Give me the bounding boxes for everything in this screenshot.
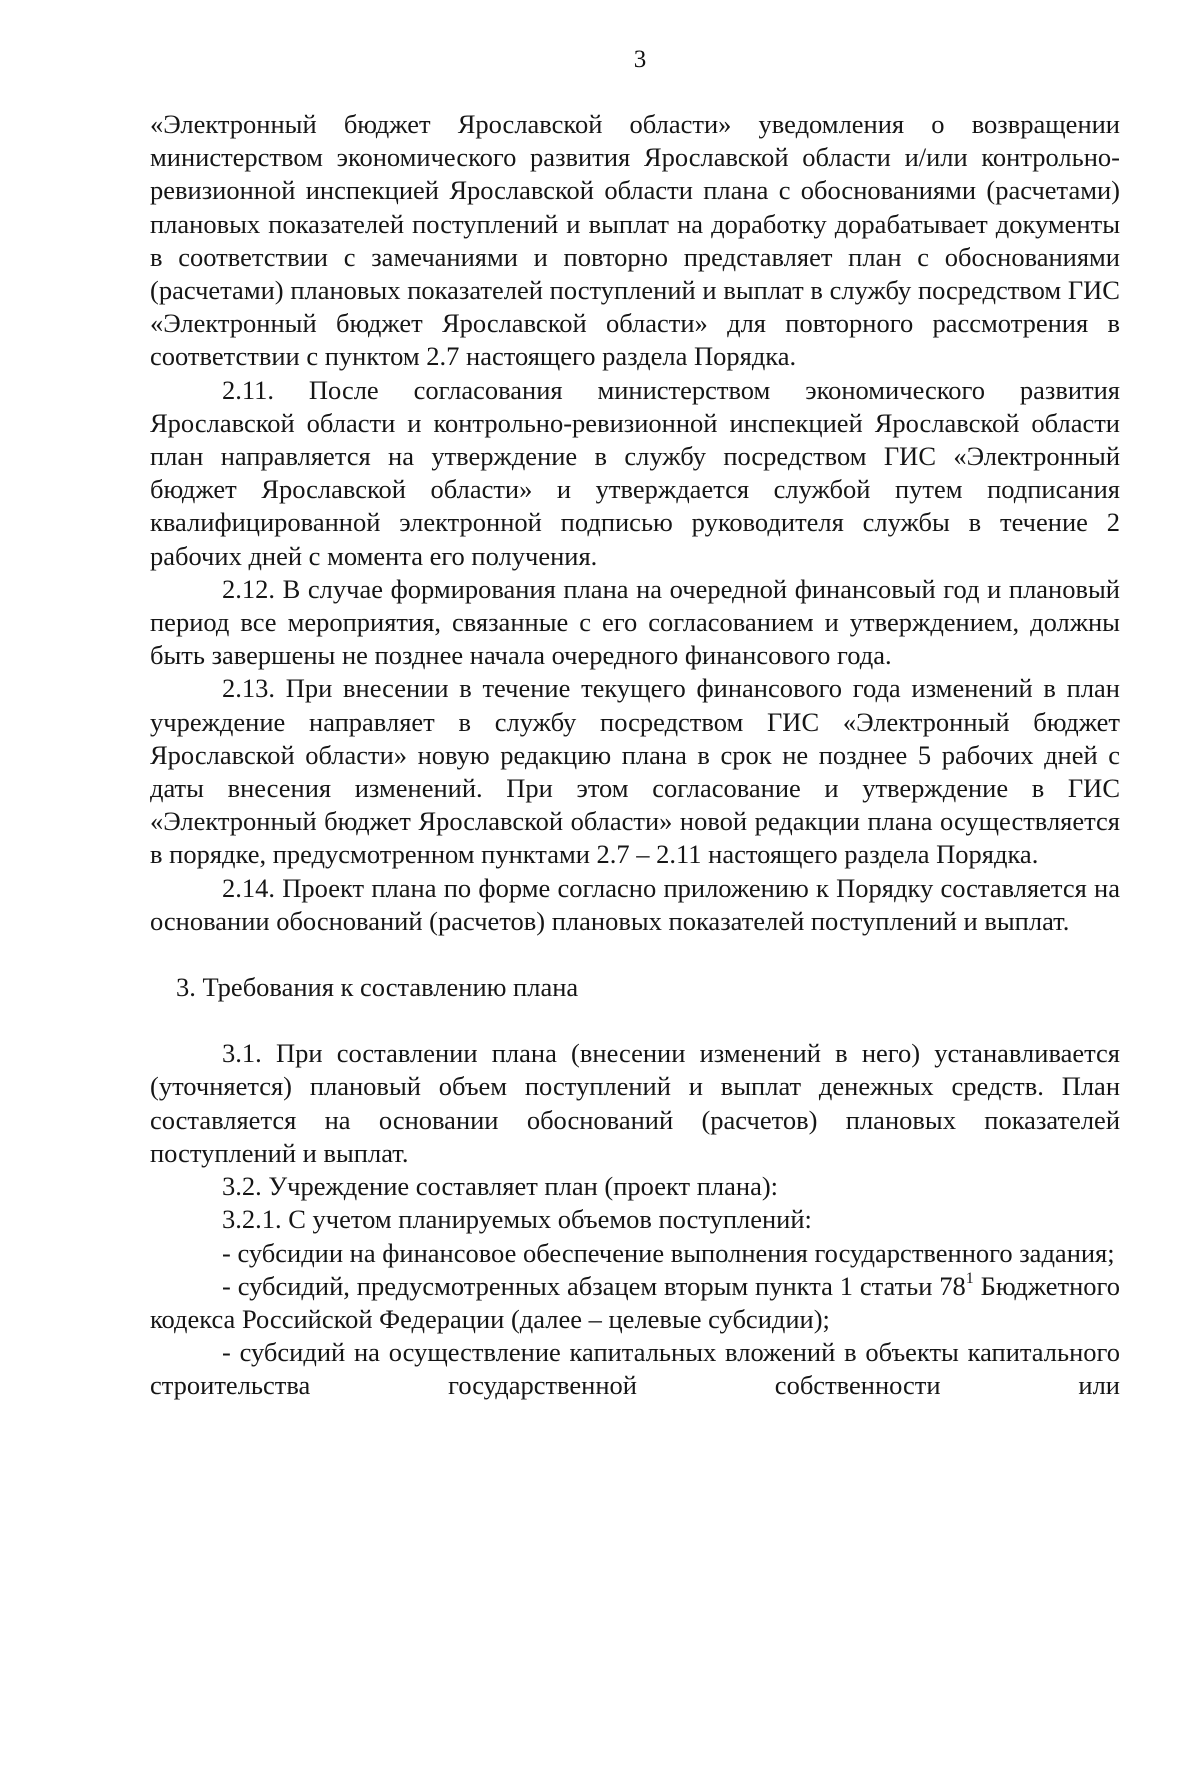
list-item-target-subsidies-text-b: Бюджетного кодекса Российской Федерации (далее – целевые субсидии); — [150, 1270, 1120, 1334]
list-item-capital-investments: - субсидий на осуществление капитальных вложений в объекты капитального строительства государственной собственности или — [150, 1337, 1120, 1401]
paragraph-3-2-1: 3.2.1. С учетом планируемых объемов поступлений: — [222, 1204, 812, 1235]
paragraph-3-2: 3.2. Учреждение составляет план (проект плана): — [222, 1171, 779, 1202]
paragraph-2-11: 2.11. После согласования министерством экономического развития Ярославской области и контрольно-ревизионной инспекцией Ярославской области план направляется на утверждение в службу посредством ГИС «Электронный бюджет Ярославской области» и утверждается службой путем подписания квалифицированной электронной подписью руководителя службы в течение 2 рабочих дней с момента его получения. — [150, 374, 1120, 571]
list-item-target-subsidies — [150, 1270, 1120, 1336]
section-heading-3: 3. Требования к составлению плана — [176, 972, 579, 1003]
paragraph-3-1: 3.1. При составлении плана (внесении изменений в него) устанавливается (уточняется) плановый объем поступлений и выплат денежных средств. План составляется на основании обоснований (расчетов) плановых показателей поступлений и выплат. — [150, 1038, 1120, 1168]
paragraph-continuation: «Электронный бюджет Ярославской области» уведомления о возвращении министерством экономического развития Ярославской области и/или контрольно-ревизионной инспекцией Ярославской области плана с обоснованиями (расчетами) плановых показателей поступлений и выплат на доработку дорабатывает документы в соответствии с замечаниями и повторно представляет план с обоснованиями (расчетами) плановых показателей поступлений и выплат в службу посредством ГИС «Электронный бюджет Ярославской области» для повторного рассмотрения в соответствии с пунктом 2.7 настоящего раздела Порядка. — [150, 109, 1120, 372]
paragraph-2-14: 2.14. Проект плана по форме согласно приложению к Порядку составляется на основании обоснований (расчетов) плановых показателей поступлений и выплат. — [150, 872, 1120, 936]
paragraph-2-12: 2.12. В случае формирования плана на очередной финансовый год и плановый период все мероприятия, связанные с его согласованием и утверждением, должны быть завершены не позднее начала очередного финансового года. — [150, 573, 1120, 671]
list-item-subsidy-state-task: - субсидии на финансовое обеспечение выполнения государственного задания; — [222, 1237, 1115, 1268]
footnote-superscript: 1 — [965, 1269, 974, 1287]
list-item-target-subsidies-text-a: - субсидий, предусмотренных абзацем вторым пункта 1 статьи 78 — [222, 1270, 966, 1301]
document-body — [150, 108, 1120, 1403]
paragraph-2-13: 2.13. При внесении в течение текущего финансового года изменений в план учреждение направляет в службу посредством ГИС «Электронный бюджет Ярославской области» новую редакцию плана в срок не позднее 5 рабочих дней с даты внесения изменений. При этом согласование и утверждение в ГИС «Электронный бюджет Ярославской области» новой редакции плана осуществляется в порядке, предусмотренном пунктами 2.7 – 2.11 настоящего раздела Порядка. — [150, 673, 1120, 870]
page-number: 3 — [633, 46, 647, 73]
